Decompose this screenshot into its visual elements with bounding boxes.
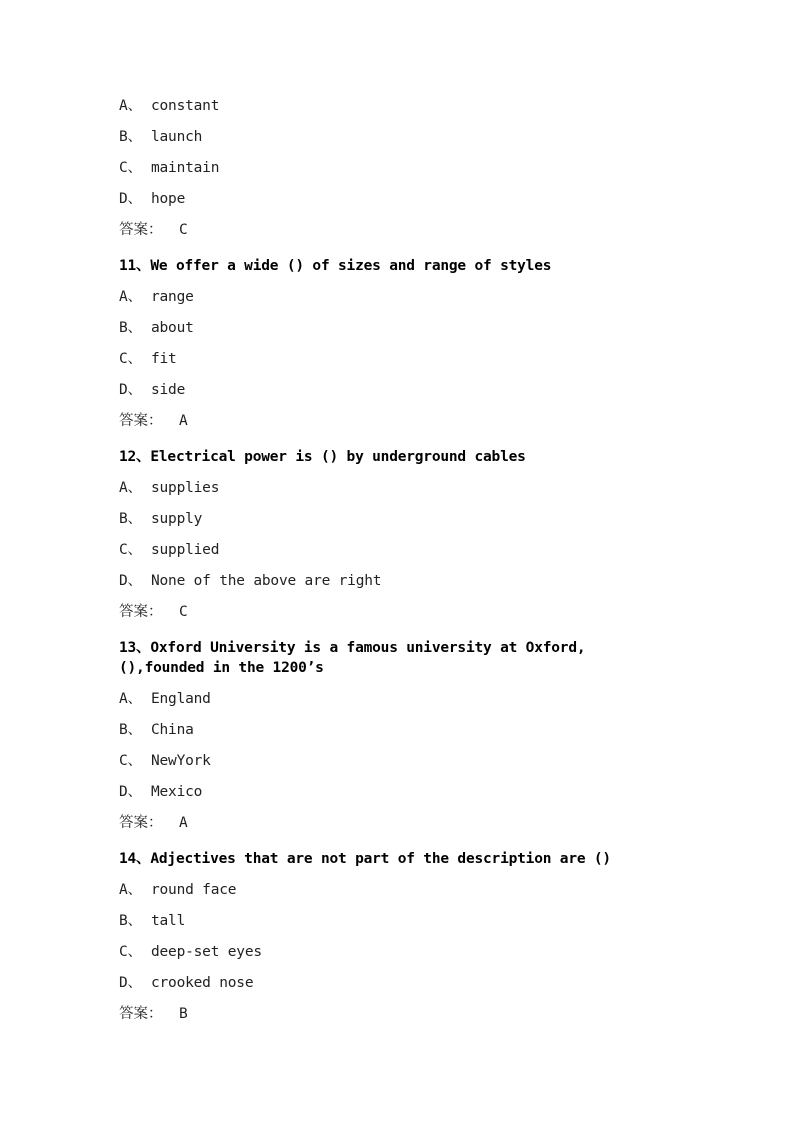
option-letter: D、 bbox=[119, 573, 142, 589]
option-text: tall bbox=[151, 913, 186, 929]
option-letter: A、 bbox=[119, 882, 142, 898]
answer-value: C bbox=[179, 222, 188, 238]
answer-label: 答案： bbox=[119, 413, 163, 429]
option-a bbox=[119, 689, 679, 709]
option-letter: C、 bbox=[119, 542, 142, 558]
option-c bbox=[119, 349, 679, 369]
option-c bbox=[119, 540, 679, 560]
option-text: England bbox=[151, 691, 211, 707]
answer-label: 答案： bbox=[119, 815, 163, 831]
answer-line bbox=[119, 602, 679, 622]
option-text: None of the above are right bbox=[151, 573, 382, 589]
option-text: supply bbox=[151, 511, 203, 527]
option-letter: A、 bbox=[119, 98, 142, 114]
option-text: hope bbox=[151, 191, 186, 207]
option-b bbox=[119, 127, 679, 147]
option-letter: D、 bbox=[119, 784, 142, 800]
option-letter: C、 bbox=[119, 944, 142, 960]
answer-line bbox=[119, 411, 679, 431]
answer-value: A bbox=[179, 413, 188, 429]
option-b bbox=[119, 318, 679, 338]
answer-line bbox=[119, 1004, 679, 1024]
option-text: maintain bbox=[151, 160, 220, 176]
question-title: 11、We offer a wide () of sizes and range of styles bbox=[119, 258, 552, 274]
option-text: constant bbox=[151, 98, 220, 114]
option-text: supplies bbox=[151, 480, 220, 496]
option-text: launch bbox=[151, 129, 203, 145]
option-text: supplied bbox=[151, 542, 220, 558]
option-letter: D、 bbox=[119, 382, 142, 398]
question-14 bbox=[119, 849, 679, 1024]
answer-line bbox=[119, 220, 679, 240]
question-title: 12、Electrical power is () by underground cables bbox=[119, 449, 526, 465]
option-b bbox=[119, 720, 679, 740]
option-d bbox=[119, 189, 679, 209]
option-text: NewYork bbox=[151, 753, 211, 769]
option-letter: D、 bbox=[119, 975, 142, 991]
option-letter: A、 bbox=[119, 691, 142, 707]
answer-value: A bbox=[179, 815, 188, 831]
option-letter: C、 bbox=[119, 351, 142, 367]
question-10-continued bbox=[119, 96, 679, 240]
option-c bbox=[119, 751, 679, 771]
option-d bbox=[119, 973, 679, 993]
question-title: 13、Oxford University is a famous university at Oxford, (),founded in the 1200’s bbox=[119, 640, 586, 676]
option-text: round face bbox=[151, 882, 237, 898]
question-title: 14、Adjectives that are not part of the description are () bbox=[119, 851, 611, 867]
option-d bbox=[119, 782, 679, 802]
answer-label: 答案： bbox=[119, 1006, 163, 1022]
option-text: range bbox=[151, 289, 194, 305]
answer-label: 答案： bbox=[119, 604, 163, 620]
answer-value: C bbox=[179, 604, 188, 620]
option-b bbox=[119, 509, 679, 529]
option-letter: C、 bbox=[119, 160, 142, 176]
question-11 bbox=[119, 256, 679, 431]
option-text: Mexico bbox=[151, 784, 203, 800]
option-letter: B、 bbox=[119, 320, 142, 336]
option-d bbox=[119, 571, 679, 591]
option-text: fit bbox=[151, 351, 177, 367]
option-a bbox=[119, 880, 679, 900]
option-letter: B、 bbox=[119, 129, 142, 145]
option-text: crooked nose bbox=[151, 975, 254, 991]
option-c bbox=[119, 942, 679, 962]
option-letter: B、 bbox=[119, 722, 142, 738]
option-letter: C、 bbox=[119, 753, 142, 769]
option-letter: B、 bbox=[119, 511, 142, 527]
question-13 bbox=[119, 638, 679, 833]
option-d bbox=[119, 380, 679, 400]
question-12 bbox=[119, 447, 679, 622]
option-text: deep-set eyes bbox=[151, 944, 262, 960]
option-text: side bbox=[151, 382, 186, 398]
option-letter: A、 bbox=[119, 480, 142, 496]
option-letter: A、 bbox=[119, 289, 142, 305]
document-page bbox=[119, 96, 679, 1024]
option-text: China bbox=[151, 722, 194, 738]
option-a bbox=[119, 478, 679, 498]
answer-line bbox=[119, 813, 679, 833]
answer-value: B bbox=[179, 1006, 188, 1022]
option-letter: D、 bbox=[119, 191, 142, 207]
option-text: about bbox=[151, 320, 194, 336]
option-c bbox=[119, 158, 679, 178]
option-letter: B、 bbox=[119, 913, 142, 929]
answer-label: 答案： bbox=[119, 222, 163, 238]
option-b bbox=[119, 911, 679, 931]
option-a bbox=[119, 287, 679, 307]
option-a bbox=[119, 96, 679, 116]
